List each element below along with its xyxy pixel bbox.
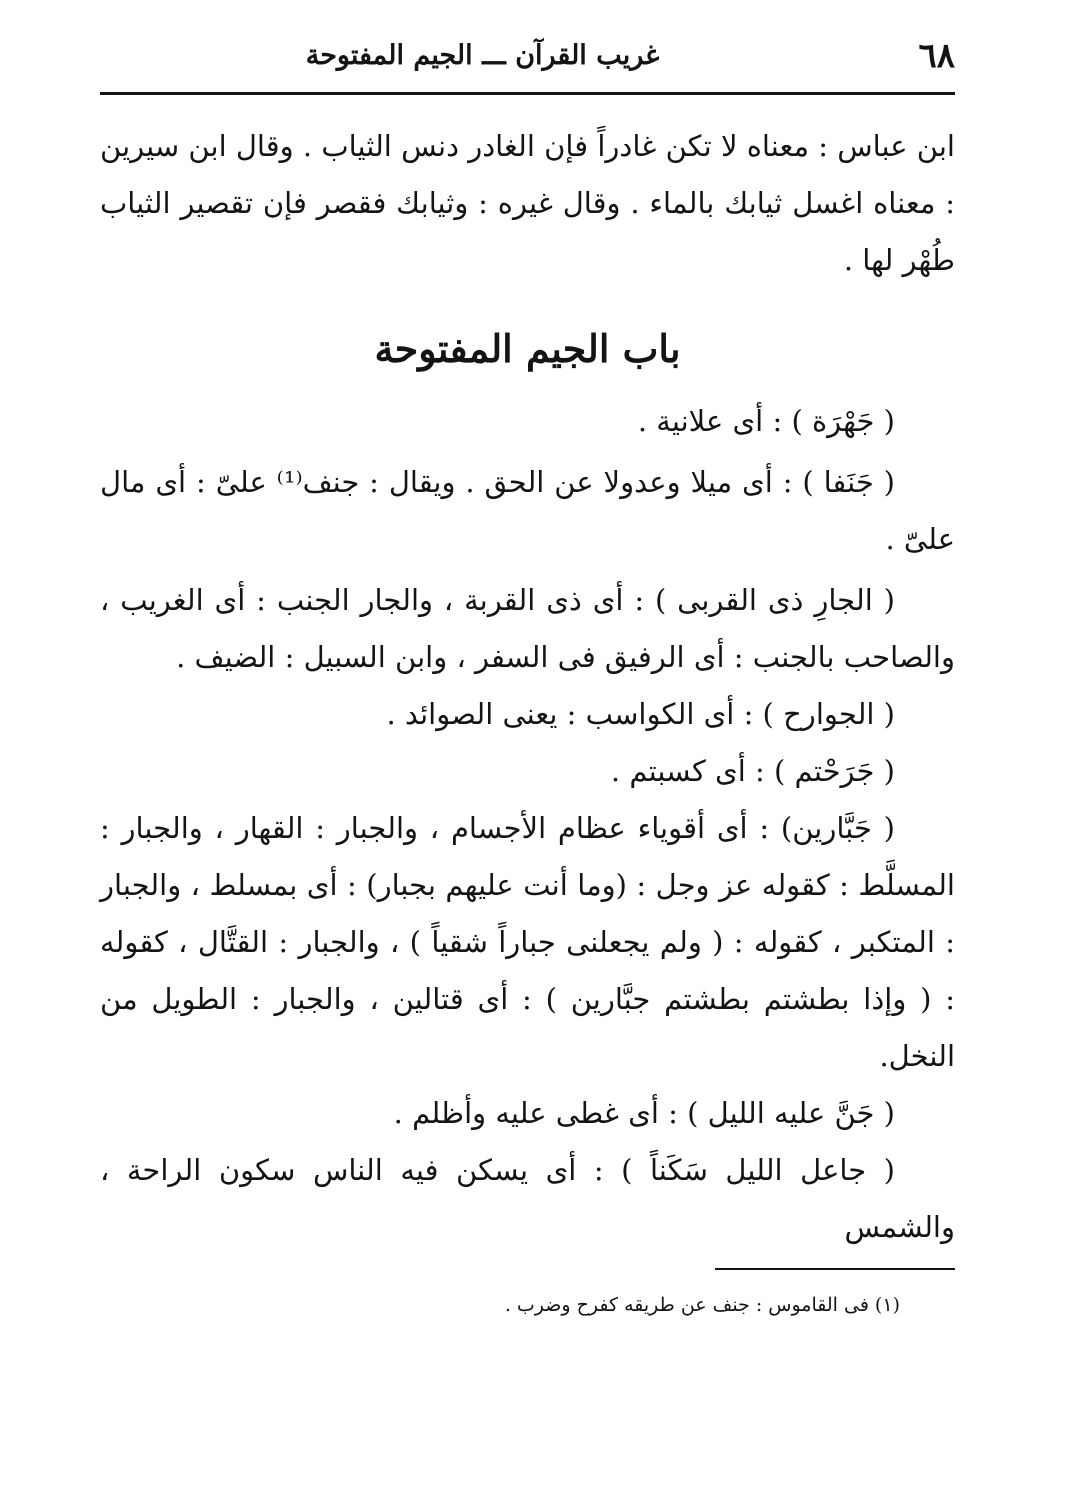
page-header [100,28,955,84]
entry-paragraph: ( جَهْرَة ) : أى علانية . [637,404,895,438]
entry-paragraph: ( جَبَّارين) : أى أقوياء عظام الأجسام ، والجبار : القهار ، والجبار : المسلَّط : كقوله عز وجل : (وما أنت عليهم بجبار) : أى بمسلط ، والجبار : المتكبر ، كقوله : ( ولم يجعلنى جباراً شقياً ) ، والجبار : القتَّال ، كقوله : ( وإذا بطشتم بطشتم جبَّارين ) : أى قتالين ، والجبار : الطويل من النخل. [100,811,955,1073]
page-number: ٦٨ [918,36,955,76]
entry-paragraph: ( الجارِ ذى القربى ) : أى ذى القربة ، والجار الجنب : أى الغريب ، والصاحب بالجنب : أى الرفيق فى السفر ، وابن السبيل : الضيف . [100,583,955,674]
entry-paragraph: ( جَرَحْتم ) : أى كسبتم . [610,754,895,788]
entry-paragraph: ( الجوارح ) : أى الكواسب : يعنى الصوائد . [386,697,895,731]
entry-paragraph: ( جَنَّ عليه الليل ) : أى غطى عليه وأظلم . [393,1096,895,1130]
running-title: غريب القرآن ـــ الجيم المفتوحة [305,40,660,71]
footnote: (١) فى القاموس : جنف عن طريقه كفرح وضرب . [504,1294,900,1316]
entry-paragraph: ( جَنَفا ) : أى ميلا وعدولا عن الحق . ويقال : جنف⁽¹⁾ علىّ : أى مال علىّ . [100,465,955,556]
footnote-rule [715,1268,955,1270]
entry-paragraph: ( جاعل الليل سَكَناً ) : أى يسكن فيه الناس سكون الراحة ، والشمس [100,1153,955,1244]
header-rule [100,92,955,95]
continuation-paragraph: ابن عباس : معناه لا تكن غادراً فإن الغادر دنس الثياب . وقال ابن سيرين : معناه اغسل ثيابك بالماء . وقال غيره : وثيابك فقصر فإن تقصير الثياب طُهْر لها . [100,129,955,277]
chapter-heading: باب الجيم المفتوحة [374,326,681,371]
main-text [100,118,955,1256]
